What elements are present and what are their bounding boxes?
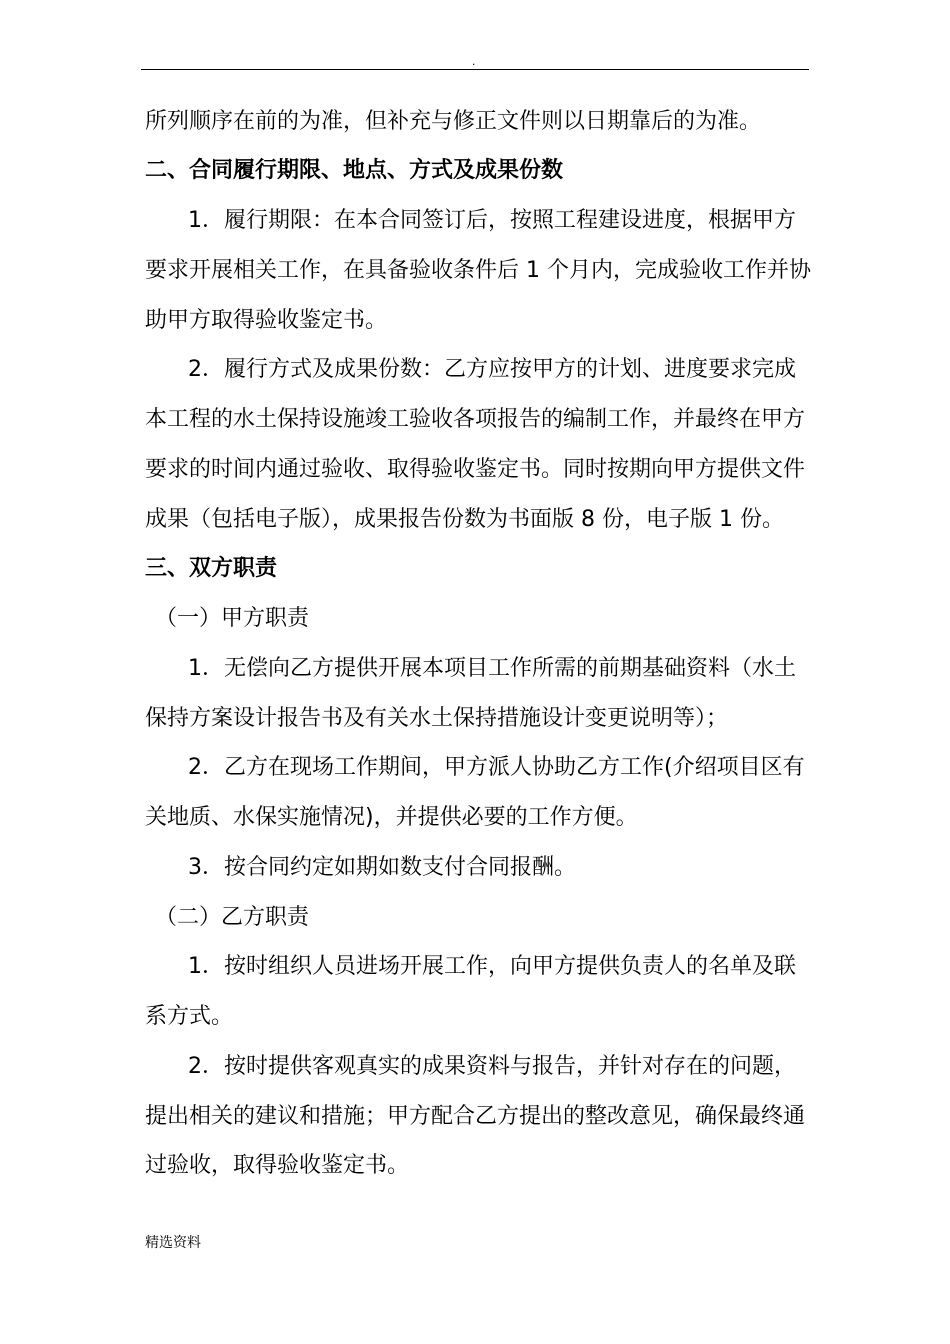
section-heading-2: 二、合同履行期限、地点、方式及成果份数 xyxy=(145,158,564,183)
paragraph-line: 2．履行方式及成果份数：乙方应按甲方的计划、进度要求完成 xyxy=(188,357,796,382)
subsection-heading-party-b: （二）乙方职责 xyxy=(155,905,310,930)
paragraph-line: 助甲方取得验收鉴定书。 xyxy=(145,308,388,333)
section-heading-3: 三、双方职责 xyxy=(145,556,278,581)
paragraph-line: 要求的时间内通过验收、取得验收鉴定书。同时按期向甲方提供文件 xyxy=(145,457,806,482)
paragraph-line: 成果（包括电子版），成果报告份数为书面版 8 份，电子版 1 份。 xyxy=(145,507,784,532)
paragraph-line: 本工程的水土保持设施竣工验收各项报告的编制工作，并最终在甲方 xyxy=(145,407,806,432)
paragraph-line: 2．按时提供客观真实的成果资料与报告，并针对存在的问题， xyxy=(188,1054,796,1079)
paragraph-line: 1．按时组织人员进场开展工作，向甲方提供负责人的名单及联 xyxy=(188,954,796,979)
header-rule xyxy=(141,69,809,70)
paragraph-line: 提出相关的建议和措施；甲方配合乙方提出的整改意见，确保最终通 xyxy=(145,1104,806,1129)
header-mark: . xyxy=(472,54,476,68)
paragraph-line: 保持方案设计报告书及有关水土保持措施设计变更说明等）； xyxy=(145,706,729,731)
paragraph-line: 1．履行期限：在本合同签订后，按照工程建设进度，根据甲方 xyxy=(188,208,796,233)
paragraph-line: 要求开展相关工作，在具备验收条件后 1 个月内，完成验收工作并协 xyxy=(145,258,811,283)
paragraph-line: 2．乙方在现场工作期间，甲方派人协助乙方工作(介绍项目区有 xyxy=(188,755,805,780)
paragraph-line: 所列顺序在前的为准，但补充与修正文件则以日期靠后的为准。 xyxy=(145,109,762,134)
paragraph-line: 过验收，取得验收鉴定书。 xyxy=(145,1153,410,1178)
paragraph-line: 3．按合同约定如期如数支付合同报酬。 xyxy=(188,855,576,880)
paragraph-line: 1．无偿向乙方提供开展本项目工作所需的前期基础资料（水土 xyxy=(188,656,796,681)
paragraph-line: 关地质、水保实施情况)，并提供必要的工作方便。 xyxy=(145,805,638,830)
paragraph-line: 系方式。 xyxy=(145,1004,234,1029)
footer-text: 精选资料 xyxy=(145,1235,201,1251)
subsection-heading-party-a: （一）甲方职责 xyxy=(155,606,310,631)
